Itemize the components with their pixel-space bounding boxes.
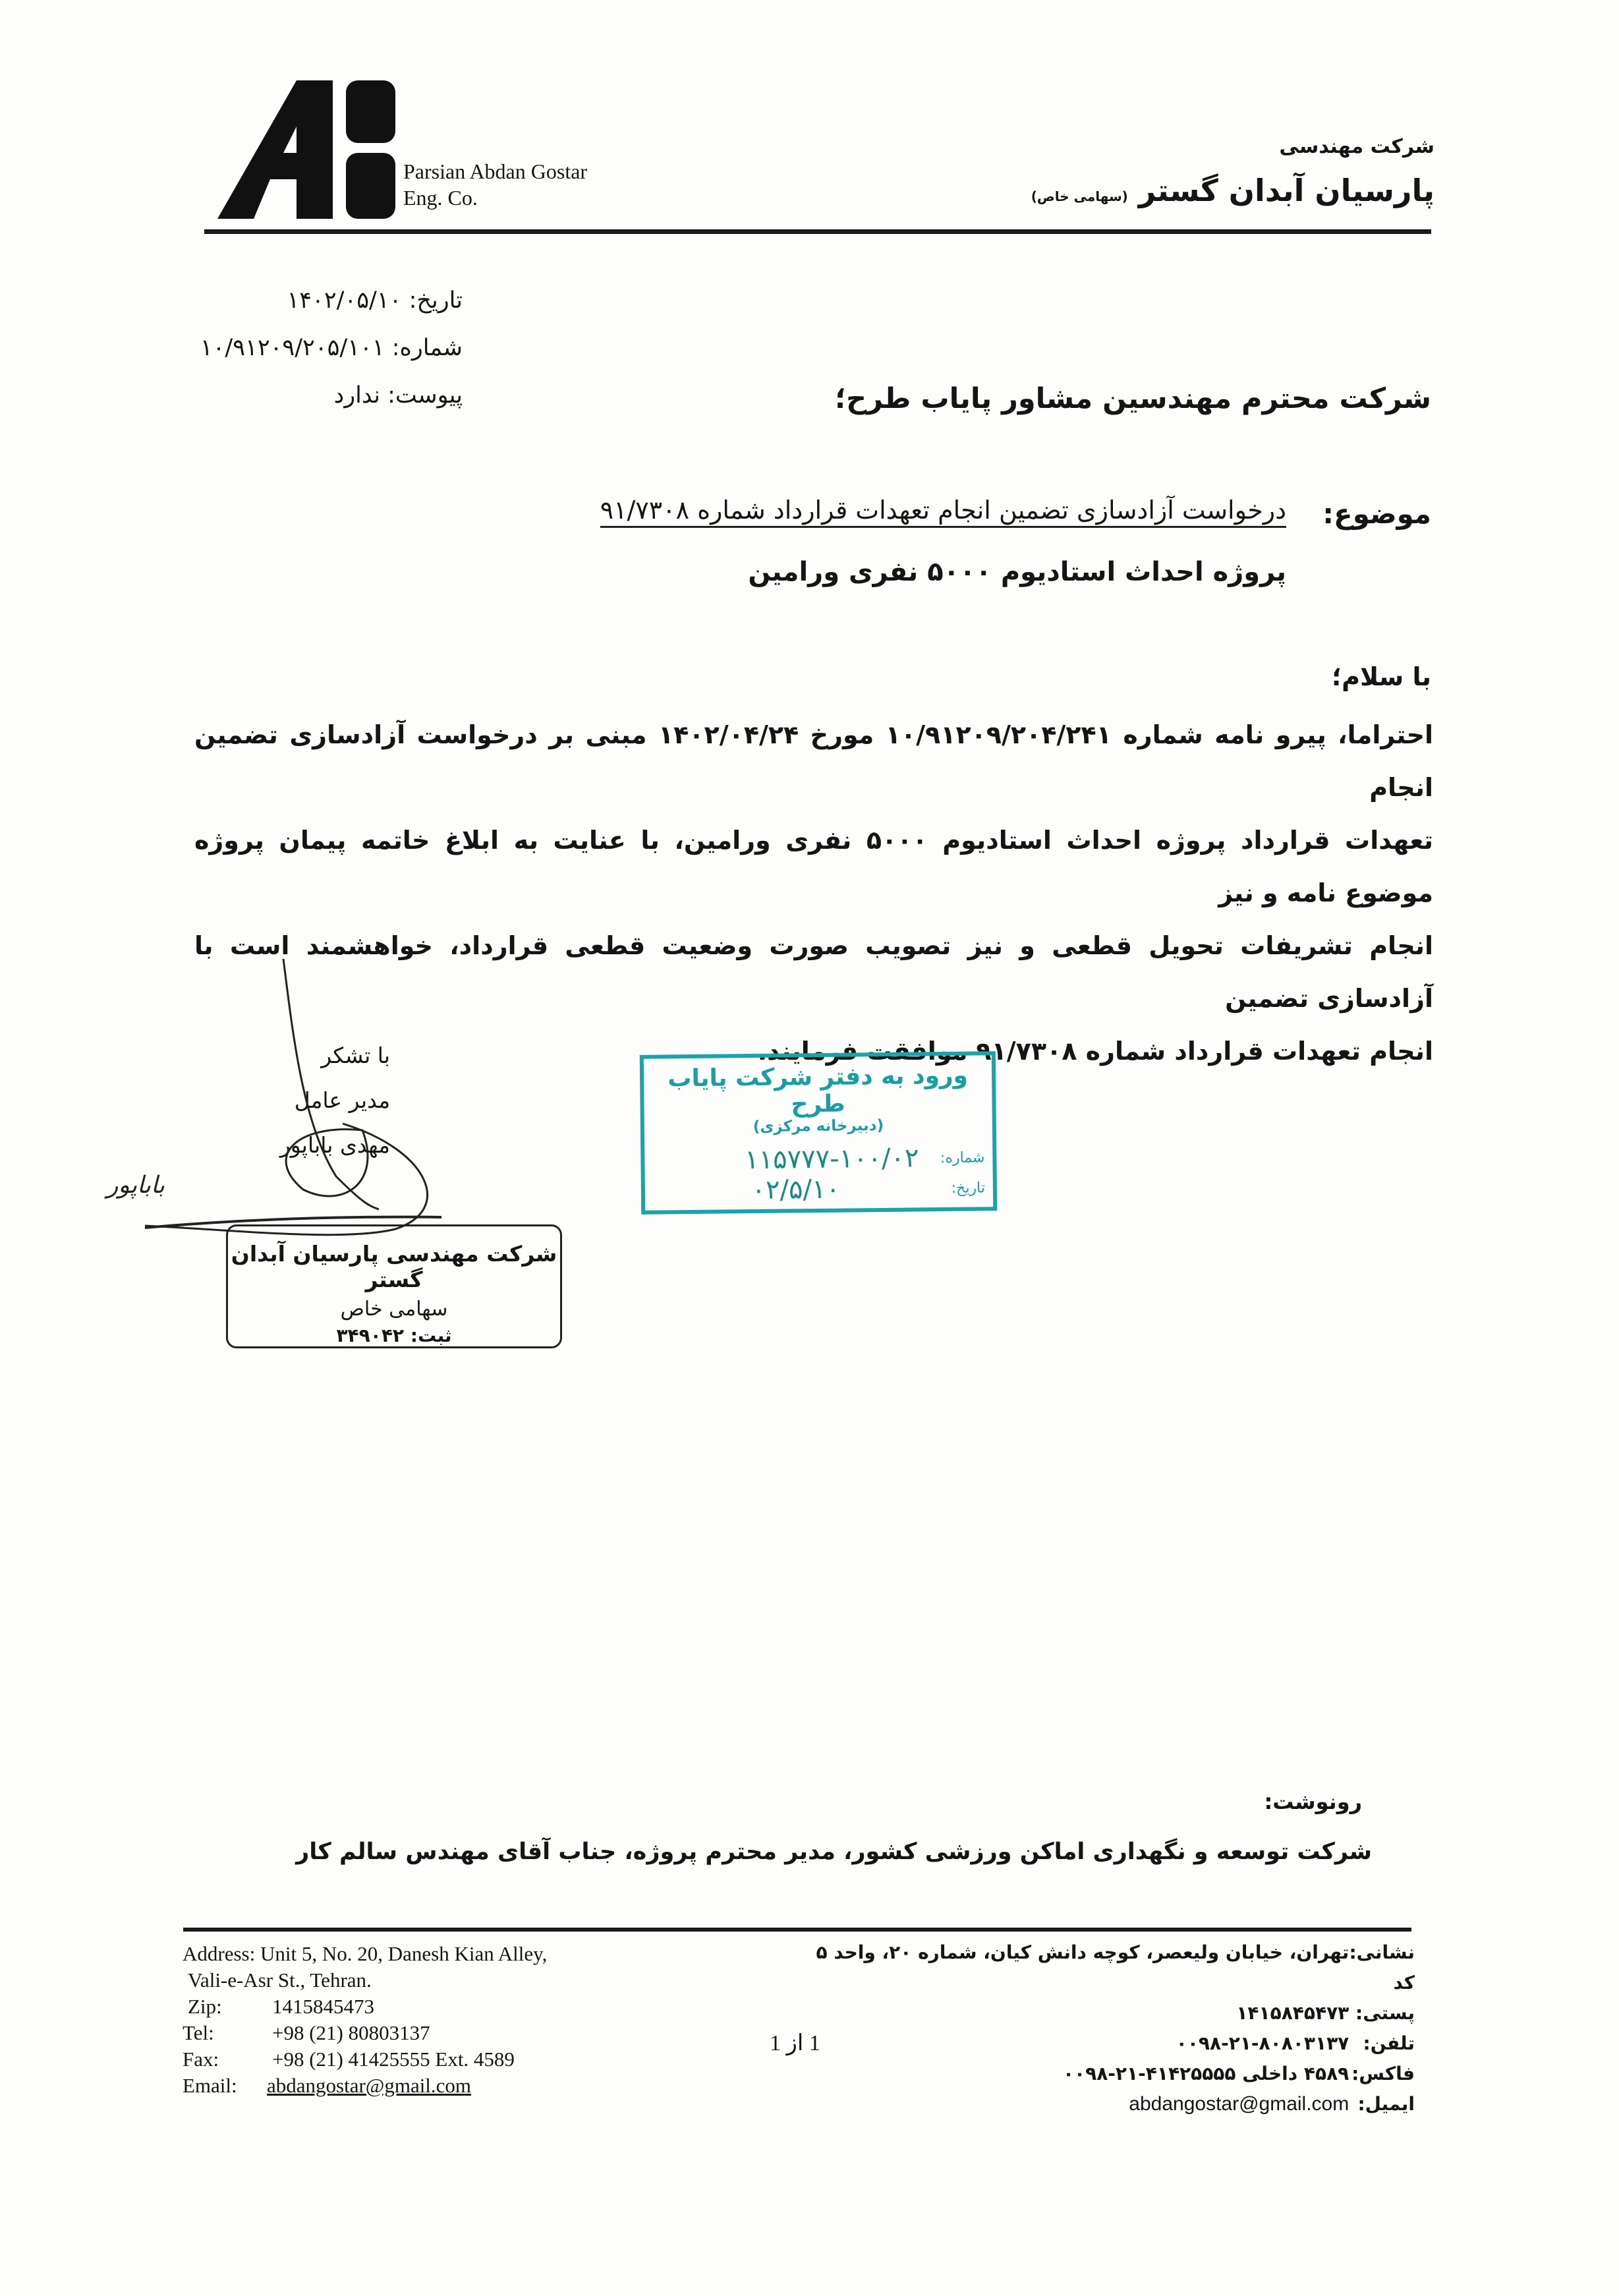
recipient: شرکت محترم مهندسین مشاور پایاب طرح؛ bbox=[834, 382, 1431, 415]
cc-recipient: شرکت توسعه و نگهداری اماکن ورزشی کشور، مدیر محترم پروژه، جناب آقای مهندس سالم کار bbox=[296, 1839, 1372, 1865]
cc-label: رونوشت: bbox=[1264, 1789, 1362, 1814]
logo-ab-mark bbox=[217, 80, 395, 219]
fax-value: +98 (21) 41425555 Ext. 4589 bbox=[272, 2048, 515, 2071]
attachment-row bbox=[200, 372, 463, 419]
attachment-label: پیوست: bbox=[387, 382, 463, 409]
fa-tel-label: تلفن: bbox=[1363, 2032, 1415, 2054]
closing: با تشکر bbox=[321, 1043, 390, 1068]
body-line: انجام تشریفات تحویل قطعی و نیز تصویب صورت وضعیت قطعی قرارداد، خواهشمند است با آزادسازی تضمین bbox=[194, 931, 1433, 1013]
date-row bbox=[200, 277, 463, 324]
company-name-fa-text: پارسیان آبدان گستر bbox=[1138, 173, 1434, 208]
seal-line1: شرکت مهندسی پارسیان آبدان گستر bbox=[231, 1241, 557, 1292]
body-line: تعهدات قرارداد پروژه احداث استادیوم ۵۰۰۰ نفری ورامین، با عنایت به ابلاغ خاتمه پیمان پروژه موضوع نامه و نیز bbox=[194, 826, 1433, 907]
tel-label: Tel: bbox=[183, 2021, 214, 2044]
page-number: 1 از 1 bbox=[770, 2031, 820, 2055]
company-logo bbox=[217, 80, 395, 219]
stamp-date-value: ۰۲/۵/۱۰ bbox=[751, 1174, 841, 1206]
letter-meta bbox=[200, 277, 463, 419]
subject-line2: پروژه احداث استادیوم ۵۰۰۰ نفری ورامین bbox=[748, 557, 1286, 587]
company-name-fa bbox=[1031, 173, 1434, 208]
fa-fax-label: فاکس: bbox=[1351, 2063, 1415, 2084]
email-label: Email: bbox=[183, 2074, 237, 2097]
address-label: Address: bbox=[183, 1942, 256, 1965]
stamp-title: ورود به دفتر شرکت پایاب طرح bbox=[667, 1062, 969, 1118]
tel-value: +98 (21) 80803137 bbox=[272, 2021, 430, 2044]
stamp-subtitle: (دبیرخانه مرکزی) bbox=[753, 1116, 884, 1136]
fa-email-label: ایمیل: bbox=[1357, 2093, 1415, 2115]
number-label: شماره: bbox=[391, 335, 463, 361]
seal-line3: ثبت: ۳۴۹۰۴۲ bbox=[336, 1325, 452, 1346]
stamp-date-label: تاریخ: bbox=[951, 1179, 986, 1197]
email-link[interactable]: abdangostar@gmail.com bbox=[267, 2074, 472, 2097]
date-value: ۱۴۰۲/۰۵/۱۰ bbox=[287, 287, 402, 314]
footer-fa bbox=[816, 1937, 1415, 2119]
body-line: احتراما، پیرو نامه شماره ۱۰/۹۱۲۰۹/۲۰۴/۲۴۱ مورخ ۱۴۰۲/۰۴/۲۴ مبنی بر درخواست آزادسازی تضمین انجام bbox=[194, 720, 1433, 802]
received-stamp bbox=[640, 1051, 998, 1215]
address-line1: Unit 5, No. 20, Danesh Kian Alley, bbox=[260, 1942, 548, 1965]
fa-tel: ۰۰۹۸-۲۱-۸۰۸۰۳۱۳۷ bbox=[1176, 2032, 1349, 2054]
company-type-fa: شرکت مهندسی bbox=[1279, 135, 1434, 158]
subject-line1: درخواست آزادسازی تضمین انجام تعهدات قرارداد شماره ۹۱/۷۳۰۸ bbox=[600, 496, 1286, 528]
number-row bbox=[200, 324, 463, 372]
fa-zip-label: کد پستی: bbox=[1355, 1972, 1415, 2024]
company-name-en-line2: Eng. Co. bbox=[403, 186, 478, 210]
company-legal-type: (سهامی خاص) bbox=[1031, 188, 1128, 204]
company-seal bbox=[226, 1224, 562, 1348]
fa-address: تهران، خیابان ولیعصر، کوچه دانش کیان، شماره ۲۰، واحد ۵ bbox=[816, 1941, 1349, 1963]
body-line: انجام تعهدات قرارداد شماره ۹۱/۷۳۰۸ موافقت فرمایند. bbox=[757, 1037, 1433, 1066]
fa-address-label: نشانی: bbox=[1349, 1941, 1415, 1963]
stamp-number-label: شماره: bbox=[940, 1149, 985, 1166]
fa-zip: ۱۴۱۵۸۴۵۴۷۳ bbox=[1236, 2002, 1349, 2024]
address-line2: Vali-e-Asr St., Tehran. bbox=[188, 1968, 372, 1992]
stamp-number-value: ۱۱۵۷۷۷-۱۰۰/۰۲ bbox=[744, 1143, 919, 1176]
number-value: ۱۰/۹۱۲۰۹/۲۰۵/۱۰۱ bbox=[200, 335, 385, 361]
header-divider bbox=[204, 229, 1431, 234]
signer-name: مهدی باباپور bbox=[279, 1132, 390, 1158]
footer-en bbox=[183, 1941, 547, 2099]
date-label: تاریخ: bbox=[409, 287, 463, 314]
company-name-en bbox=[403, 158, 587, 211]
seal-line2: سهامی خاص bbox=[340, 1298, 448, 1321]
fa-email[interactable]: abdangostar@gmail.com bbox=[1129, 2093, 1349, 2115]
signer-title: مدیر عامل bbox=[294, 1087, 390, 1113]
fa-fax: ۴۵۸۹ داخلی ۴۱۴۲۵۵۵۵-۲۱-۰۰۹۸ bbox=[1062, 2063, 1349, 2084]
company-name-en-line1: Parsian Abdan Gostar bbox=[403, 159, 588, 183]
attachment-value: ندارد bbox=[333, 382, 380, 409]
handwritten-signature bbox=[107, 959, 580, 1236]
handwritten-name: باباپور bbox=[107, 1172, 165, 1199]
salutation: با سلام؛ bbox=[1331, 662, 1431, 691]
subject-label: موضوع: bbox=[1322, 498, 1431, 530]
zip-label: Zip: bbox=[188, 1995, 222, 2018]
fax-label: Fax: bbox=[183, 2048, 219, 2071]
zip-value: 1415845473 bbox=[272, 1995, 374, 2018]
footer-divider bbox=[183, 1928, 1411, 1932]
